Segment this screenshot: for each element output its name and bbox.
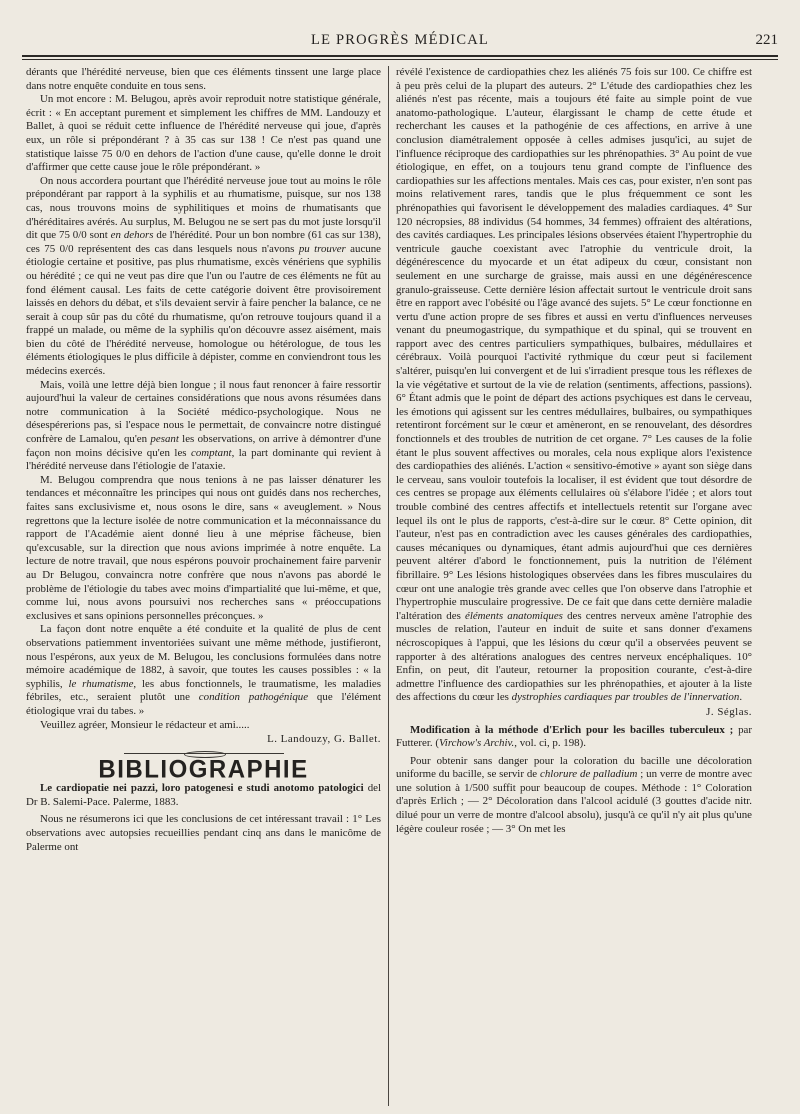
paragraph: Pour obtenir sans danger pour la coloration du bacille une décoloration uniforme du bacille, se servir de chlorure de palladium ; un verre de montre avec une solution à 1/500 suffit pour beaucoup de coupes. Méthode : 1° Coloration d'après Erlich ; — 2° Décoloration dans l'alcool acidulé (3 gouttes d'acide nitr. dilué pour un verre de montre d'alcool absolu), jusqu'à ce qu'il n'y ait plus qu'une légère couleur rosée ; — 3° On met les: [396, 754, 752, 835]
paragraph: dérants que l'hérédité nerveuse, bien que ces éléments tinssent une large place dans notre enquête conduite en tous sens.: [26, 66, 381, 92]
paragraph: Mais, voilà une lettre déjà bien longue ; il nous faut renoncer à faire ressortir aujourd'hui la valeur de certaines considérations que nous avons résumées dans notre communication à la Société médico-psychologique. Nous ne désespérerions pas, si l'espace nous le permettait, de convaincre notre distingué confrère de Lamalou, qu'en pesant les observations, on arrive à démontrer d'une façon non moins décisive qu'en les comptant, la part dominante qui revient à l'hérédité nerveuse dans l'étiologie de l'ataxie.: [26, 378, 381, 473]
closing-line: Veuillez agréer, Monsieur le rédacteur et ami.....: [40, 718, 250, 731]
column-divider: [388, 66, 389, 1106]
header-rule-thin: [22, 59, 778, 60]
bibliography-heading: BIBLIOGRAPHIE: [98, 754, 309, 784]
paragraph: révélé l'existence de cardiopathies chez les aliénés 75 fois sur 100. Ce chiffre est à peu près celui de la plupart des auteurs. 2° L'étude des cardiopathies chez les aliénés n'est pas récente, mais a toujours été faite au simple point de vue anatomo-pathologique. L'auteur, élargissant le champ de cette étude et recherchant les causes et la pathogénie de ces affections, en arrive à une conclusion diamétralement opposée à celles admises jusqu'ici, au sujet de l'influence réciproque des cardiopathies sur les phrénopathies. 3° Au point de vue étiologique, en effet, on a toujours tenu grand compte de l'influence des cardiopathies sur les affections mentales. Mais ces cas, pour exister, n'en sont pas moins relativement rares, tandis que le plus fréquemment ce sont les phrénopathies qui favorisent le développement des maladies cardiaques. 4° Sur 120 nécropsies, 88 individus (54 hommes, 34 femmes) offraient des altérations, des cavités cardiaques. Les principales lésions observées étaient l'hypertrophie du ventricule gauche coexistant avec l'atrophie du ventricule droit, la dégénérescence du myocarde et un état adipeux du cœur, consistant non seulement en une surcharge de graisse, mais aussi en une dégénérescence granulo-graisseuse. Cette dernière lésion affectait surtout le ventricule droit sans être en rapport avec l'obésité ou l'âge avancé des sujets. 5° Le cœur fonctionne en vertu d'une action propre de ses fibres et aussi en vertu d'influences nerveuses venant du pneumogastrique, du sympathique et du spinal, qui se trouvent en rapport avec des centres particuliers sympathiques, bulbaires, médullaires et cérébraux. Voilà pourquoi l'activité rythmique du cœur peut si facilement s'altérer, puisqu'en lui convergent et de lui s'irradient presque tous les réflexes de la vie végétative et surtout de la vie de relation (sentiments, affections, passions). 6° Étant admis que le point de départ des actions psychiques est dans le cerveau, les émotions qui agissent sur les centres médullaires, bulbaires, ou sympathiques retentiront forcément sur le cœur et amèneront, en se renouvelant, des désordres fonctionnels et des troubles de nutrition de cet organe. 7° Les causes de la folie étant le plus souvent affectives ou morales, cela nous explique alors l'existence des cardiopathies des aliénés. L'action « sensitivo-émotive » ayant son siège dans le cerveau, sans vouloir toutefois la localiser, il est évident que tout désordre de ces centres se propage aux éléments cellulaires où s'élabore l'idée ; et alors tout trouble combiné des centres affectifs et intellectuels retentit sur l'organe avec lequel ils ont le plus de rapports, c'est-à-dire sur le cœur. 8° Cette opinion, dit l'auteur, n'est pas en contradiction avec les causes générales des cardiopathies, causes mécaniques ou dynamiques, étant admis aujourd'hui que ces dernières peuvent altérer d'abord le fonctionnement, puis la nutrition de l'élément fibrillaire. 9° Les lésions histologiques observées dans les fibres musculaires du cœur ont une analogie très grande avec celles que l'on observe dans l'atrophie et l'hypertrophie musculaire progressive. De ce fait que dans cette dernière maladie l'altération des éléments anatomiques des centres nerveux amène l'atrophie des muscles de relation, l'auteur en induit de suite et sans donner d'examens nécroscopiques à l'appui, que les lésions du cœur qu'il a observées peuvent se rapporter à des altérations analogues des centres nerveux encéphaliques. 10° Enfin, on peut, dit l'auteur, retourner la proposition courante, c'est-à-dire admettre l'influence des cardiopathies sur les phrénopathies, et ajouter à la liste des affections du cœur les dystrophies cardiaques par troubles de l'innervation.: [396, 66, 752, 704]
right-column: [396, 66, 752, 1106]
paragraph: Un mot encore : M. Belugou, après avoir reproduit notre statistique générale, écrit : « En acceptant purement et simplement les chiffres de MM. Landouzy et Ballet, à quoi se réduit cette influence de l'hérédité nerveuse qui joue, d'après eux, un rôle si prépondérant ? à 35 cas sur 138 ! Ce n'est pas quand une statistique laisse 75 0/0 en dehors de l'action d'une cause, qu'elle donne le droit d'affirmer que cette cause joue le rôle prépondérant. »: [26, 93, 381, 174]
paragraph: M. Belugou comprendra que nous tenions à ne pas laisser dénaturer les tendances et méconnaître les principes qui nous ont guidés dans nos recherches, faites sans exclusivisme et, nous osons le dire, sans « aveuglement. » Nous regrettons que la lecture isolée de notre communication et la méconnaissance du rapport de l'Académie aient donné lieu à une méprise fâcheuse, bien qu'excusable, sur la direction que nous avions imprimée à notre enquête. La lecture de notre travail, que nous espérons pouvoir prochainement faire parvenir au Dr Belugou, convaincra notre confrère que nous n'avons pas abordé le problème de l'étiologie du tabes avec moins d'impartialité que lui-même, et que, comme lui, nous avons poursuivi nos recherches sans « préoccupations exclusives et sans opinions personnelles préconçues. »: [26, 473, 381, 622]
bibliography-entry-title: Le cardiopatie nei pazzi, loro patogenesi e studi anotomo patologici del Dr B. Salemi-Pace. Palerme, 1883.: [26, 782, 381, 808]
header-rule-thick: [22, 55, 778, 57]
review-signature: J. Séglas.: [706, 705, 752, 718]
paragraph: On nous accordera pourtant que l'hérédité nerveuse joue tout au moins le rôle prépondérant par rapport à la syphilis et au rhumatisme, puisque, sur nos 138 cas, nous trouvons moins de syphilitiques et moins de rhumatisants que d'héréditaires avérés. Au surplus, M. Belugou ne se sert pas du mot juste lorsqu'il dit que 75 0/0 sont en dehors de l'hérédité. Pour un bon nombre (61 cas sur 138), ces 75 0/0 représentent des cas dans lesquels nous n'avons pu trouver aucune étiologie certaine et positive, pas plus rhumatisme, excès vénériens que syphilis ou hérédité ; ce qui ne veut pas dire que l'un ou l'autre de ces éléments ne fût au fond élément causal. Les faits de cette catégorie doivent être provisoirement laissés en dehors du débat, et s'ils devaient servir à faire pencher la balance, ce ne serait à coup sûr pas du côté du rhumatisme, qu'on retrouve toujours quand il a frappé un malade, ou même de la syphilis qu'on découvre assez aisément, mais bien du côté de l'hérédité nerveuse, homologue ou hétérologue, de tous les éléments étiologiques le plus difficile à dépister, comme en conviendront tous les médecins exercés.: [26, 174, 381, 378]
left-column: [26, 66, 381, 1106]
page-header: [22, 32, 778, 54]
paragraph: La façon dont notre enquête a été conduite et la qualité de plus de cent observations patiemment inventoriées suivant une même méthode, justifieront, nous l'espérons, aux yeux de M. Belugou, les conclusions formulées dans notre mémoire académique de 1882, à savoir, que toutes les causes possibles : « la syphilis, le rhumatisme, les abus fonctionnels, le traumatisme, les maladies fébriles, etc., seraient plutôt une condition pathogénique que l'élément étiologique vrai du tabes. »: [26, 623, 381, 717]
paragraph: Nous ne résumerons ici que les conclusions de cet intéressant travail : 1° Les observations avec autopsies recueillies pendant cinq ans dans le manicôme de Palerme ont: [26, 813, 381, 853]
bibliography-entry-title: Modification à la méthode d'Erlich pour les bacilles tuberculeux ; par Futterer. (Virchow's Archiv., vol. ci, p. 198).: [396, 723, 752, 750]
running-title: LE PROGRÈS MÉDICAL: [311, 32, 489, 48]
page-number: 221: [755, 32, 778, 48]
letter-signature: L. Landouzy, G. Ballet.: [267, 733, 381, 746]
